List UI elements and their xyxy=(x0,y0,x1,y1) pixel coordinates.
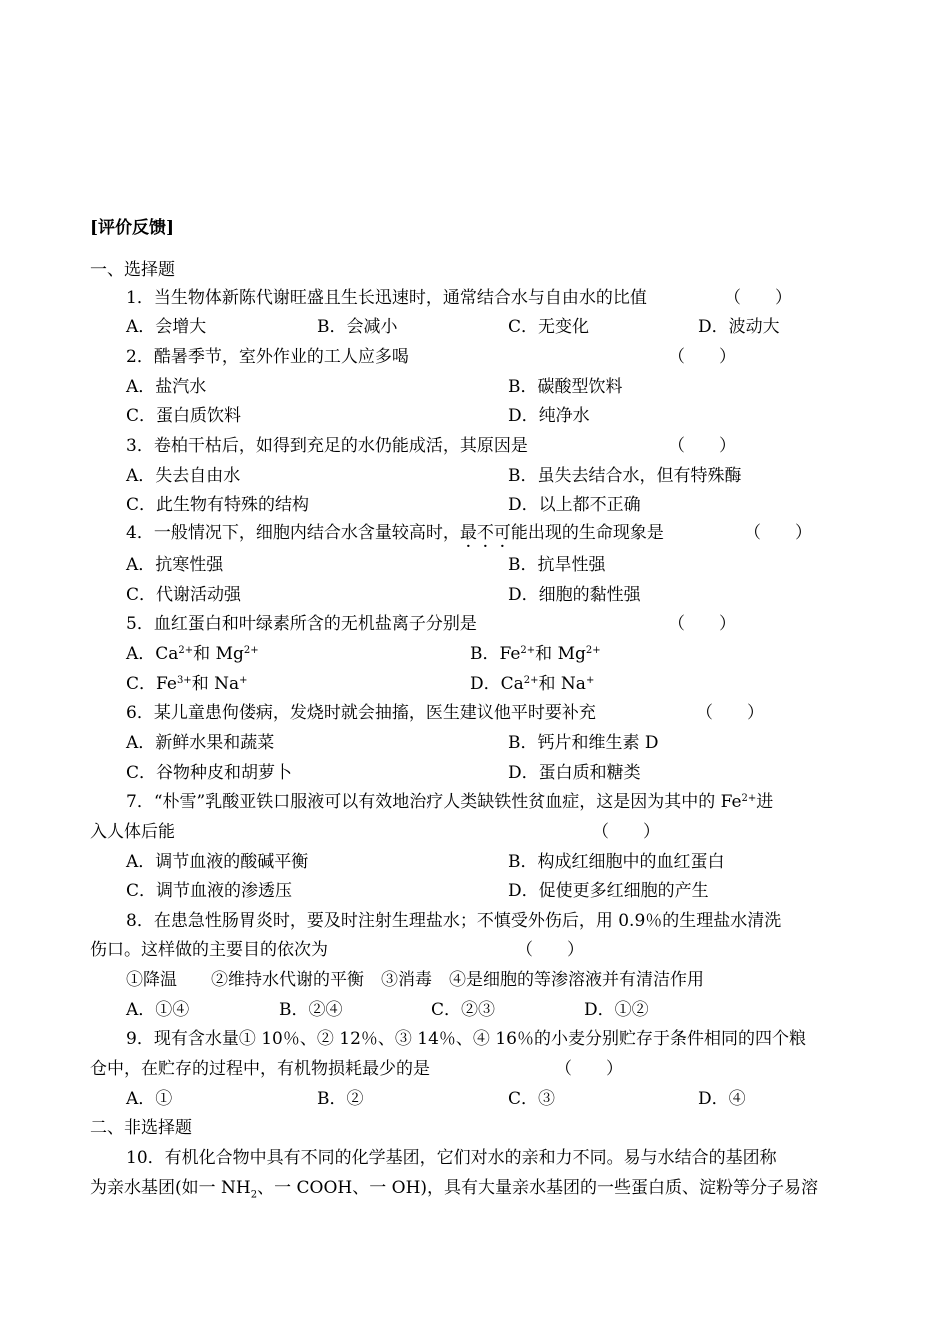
q3-option-b: B．虽失去结合水，但有特殊酶 xyxy=(508,466,742,486)
q7-paren: （ ） xyxy=(592,822,660,842)
q6-option-a: A．新鲜水果和蔬菜 xyxy=(126,733,275,753)
q7-option-c: C．调节血液的渗透压 xyxy=(126,881,293,901)
q5-option-a: A．$Ca^{2+}$和 $Mg^{2+}$ xyxy=(126,644,259,664)
q4-emphasis-2: 不 xyxy=(476,523,494,543)
q5-paren: （ ） xyxy=(668,614,736,634)
q4-emphasis-1: 最 xyxy=(459,523,477,543)
q8-option-a: A．①④ xyxy=(126,1000,190,1020)
q4-paren: （ ） xyxy=(744,523,812,543)
q10-line2: 为亲水基团(如一 $NH_2$、一 COOH、一 OH)，具有大量亲水基团的一些蛋白质、淀粉等分子易溶 xyxy=(90,1178,819,1201)
q3-option-d: D．以上都不正确 xyxy=(508,495,641,515)
q7-stem-line1: 7．“朴雪”乳酸亚铁口服液可以有效地治疗人类缺铁性贫血症，这是因为其中的 $Fe^{2+}$进 xyxy=(126,792,774,812)
q4-emphasis-3: 可 xyxy=(493,523,511,543)
q4-stem-post: 能出现的生命现象是 xyxy=(510,523,664,543)
q8-stem-line2: 伤口。这样做的主要目的依次为 xyxy=(90,940,328,960)
q8-paren: （ ） xyxy=(516,940,584,960)
q7-option-b: B．构成红细胞中的血红蛋白 xyxy=(508,852,725,872)
q7-option-a: A．调节血液的酸碱平衡 xyxy=(126,852,309,872)
q9-option-b: B．② xyxy=(317,1089,364,1109)
q3-option-c: C．此生物有特殊的结构 xyxy=(126,495,310,515)
feedback-title: [评价反馈] xyxy=(90,218,175,238)
q2-paren: （ ） xyxy=(668,347,736,367)
q6-option-c: C．谷物种皮和胡萝卜 xyxy=(126,763,293,783)
q9-paren: （ ） xyxy=(555,1059,623,1079)
q3-paren: （ ） xyxy=(668,436,736,456)
q9-option-d: D．④ xyxy=(698,1089,746,1109)
q2-option-c: C．蛋白质饮料 xyxy=(126,406,242,426)
q1-option-d: D．波动大 xyxy=(698,317,780,337)
q6-stem: 6．某儿童患佝偻病，发烧时就会抽搐，医生建议他平时要补充 xyxy=(126,703,596,723)
q2-option-d: D．纯净水 xyxy=(508,406,590,426)
q4-option-a: A．抗寒性强 xyxy=(126,555,224,575)
section-heading-nonchoice: 二、非选择题 xyxy=(90,1118,192,1138)
q9-option-a: A．① xyxy=(126,1089,173,1109)
q4-option-d: D．细胞的黏性强 xyxy=(508,585,641,605)
q8-option-d: D．①② xyxy=(584,1000,649,1020)
q8-option-c: C．②③ xyxy=(431,1000,496,1020)
q5-option-d: D．$Ca^{2+}$和 Na+ xyxy=(470,674,595,694)
q8-option-b: B．②④ xyxy=(279,1000,343,1020)
q1-stem: 1．当生物体新陈代谢旺盛且生长迅速时，通常结合水与自由水的比值 xyxy=(126,288,647,308)
q7-option-d: D．促使更多红细胞的产生 xyxy=(508,881,709,901)
q4-option-c: C．代谢活动强 xyxy=(126,585,242,605)
q4-option-b: B．抗旱性强 xyxy=(508,555,606,575)
q1-option-c: C．无变化 xyxy=(508,317,590,337)
q6-option-d: D．蛋白质和糖类 xyxy=(508,763,641,783)
q2-option-b: B．碳酸型饮料 xyxy=(508,377,623,397)
q2-option-a: A．盐汽水 xyxy=(126,377,207,397)
q1-option-b: B．会减小 xyxy=(317,317,398,337)
q4-stem-pre: 4．一般情况下，细胞内结合水含量较高时， xyxy=(126,523,460,543)
q5-option-b: B．$Fe^{2+}$和 $Mg^{2+}$ xyxy=(470,644,601,664)
q4-stem xyxy=(126,522,664,544)
q1-option-a: A．会增大 xyxy=(126,317,207,337)
q8-stem-line1: 8．在患急性肠胃炎时，要及时注射生理盐水；不慎受外伤后，用 0.9％的生理盐水清洗 xyxy=(126,911,782,931)
q9-stem-line1: 9．现有含水量① 10％、② 12％、③ 14％、④ 16％的小麦分别贮存于条件相同的四个粮 xyxy=(126,1029,806,1049)
section-heading-choice: 一、选择题 xyxy=(90,260,175,280)
q3-option-a: A．失去自由水 xyxy=(126,466,241,486)
q9-stem-line2: 仓中，在贮存的过程中，有机物损耗最少的是 xyxy=(90,1059,430,1079)
q2-stem: 2．酷暑季节，室外作业的工人应多喝 xyxy=(126,347,409,367)
q6-option-b: B．钙片和维生素 D xyxy=(508,733,659,753)
q5-stem: 5．血红蛋白和叶绿素所含的无机盐离子分别是 xyxy=(126,614,477,634)
q6-paren: （ ） xyxy=(696,703,764,723)
q3-stem: 3．卷柏干枯后，如得到充足的水仍能成活，其原因是 xyxy=(126,436,528,456)
q1-paren: （ ） xyxy=(724,288,792,308)
q7-stem-line2: 入人体后能 xyxy=(90,822,175,842)
q8-items: ①降温 ②维持水代谢的平衡 ③消毒 ④是细胞的等渗溶液并有清洁作用 xyxy=(126,970,704,990)
q5-option-c: C．$Fe^{3+}$和 Na+ xyxy=(126,674,248,694)
q10-line1: 10．有机化合物中具有不同的化学基团，它们对水的亲和力不同。易与水结合的基团称 xyxy=(126,1148,777,1168)
q9-option-c: C．③ xyxy=(508,1089,556,1109)
